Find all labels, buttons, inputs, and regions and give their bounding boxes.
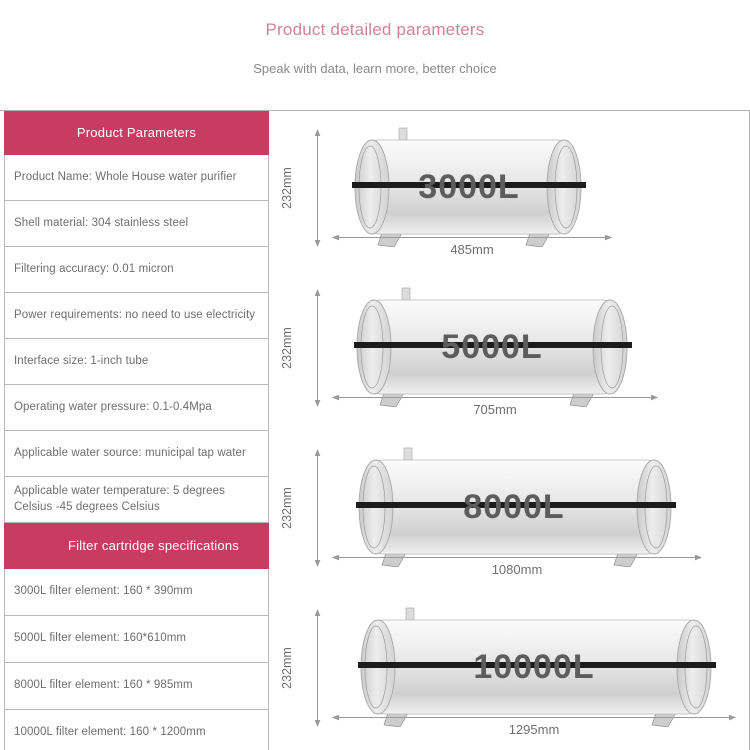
vertical-arrow-icon xyxy=(313,289,322,407)
product-diagram-8000l xyxy=(270,431,749,591)
cartridge-row-label: 8000L filter element: 160 * 985mm xyxy=(14,679,193,692)
length-dimension-label: 1080mm xyxy=(491,562,543,577)
page-header xyxy=(0,0,750,110)
cartridge-section-header xyxy=(4,523,269,569)
length-dimension-label: 485mm xyxy=(450,242,494,257)
spec-row xyxy=(4,477,269,523)
spec-row-label: Product Name: Whole House water purifier xyxy=(14,170,237,183)
horizontal-arrow-icon xyxy=(332,393,658,402)
product-diagram-5000l xyxy=(270,271,749,431)
capacity-label: 10000L xyxy=(473,648,595,686)
height-dimension-label: 232mm xyxy=(279,327,294,369)
spec-row-label: Applicable water temperature: 5 degrees Celsius -45 degrees Celsius xyxy=(14,484,226,513)
height-dimension xyxy=(276,289,330,407)
content-frame xyxy=(0,110,750,750)
horizontal-arrow-icon xyxy=(332,233,612,242)
page-subtitle: Speak with data, learn more, better choice xyxy=(253,61,497,76)
capacity-label: 3000L xyxy=(418,168,520,206)
vertical-arrow-icon xyxy=(313,609,322,727)
cartridge-section-header-label: Filter cartridge specifications xyxy=(68,537,239,553)
capacity-label: 8000L xyxy=(463,488,565,526)
spec-row xyxy=(4,155,269,201)
length-dimension-label: 705mm xyxy=(473,402,517,417)
spec-row xyxy=(4,339,269,385)
tank-graphic xyxy=(344,607,724,727)
cartridge-row xyxy=(4,569,269,616)
height-dimension-label: 232mm xyxy=(279,487,294,529)
spec-row xyxy=(4,385,269,431)
spec-row xyxy=(4,201,269,247)
cartridge-row-label: 5000L filter element: 160*610mm xyxy=(14,632,187,645)
height-dimension xyxy=(276,129,330,247)
height-dimension-label: 232mm xyxy=(279,647,294,689)
tank-illustration xyxy=(344,287,640,407)
length-dimension xyxy=(332,553,702,587)
spec-row xyxy=(4,431,269,477)
length-dimension xyxy=(332,393,658,427)
height-dimension-label: 232mm xyxy=(279,167,294,209)
cartridge-row xyxy=(4,663,269,710)
spec-table-header-label: Product Parameters xyxy=(76,124,197,140)
spec-row xyxy=(4,293,269,339)
spec-row-label: Power requirements: no need to use electricity xyxy=(14,308,256,321)
length-dimension-label: 1295mm xyxy=(508,722,560,737)
cartridge-row-label: 3000L filter element: 160 * 390mm xyxy=(14,585,193,598)
cartridge-row xyxy=(4,616,269,663)
tank-graphic xyxy=(344,447,684,567)
spec-row-label: Interface size: 1-inch tube xyxy=(14,354,149,367)
product-diagram-10000l xyxy=(270,591,749,750)
spec-row-label: Shell material: 304 stainless steel xyxy=(14,216,189,229)
spec-row-label: Filtering accuracy: 0.01 micron xyxy=(14,262,174,275)
vertical-arrow-icon xyxy=(313,449,322,567)
cartridge-row xyxy=(4,710,269,750)
spec-row-label: Operating water pressure: 0.1-0.4Mpa xyxy=(14,400,212,413)
horizontal-arrow-icon xyxy=(332,713,736,722)
horizontal-arrow-icon xyxy=(332,553,702,562)
length-dimension xyxy=(332,713,736,747)
spec-table xyxy=(4,111,269,750)
spec-table-header xyxy=(4,111,269,155)
cartridge-row-label: 10000L filter element: 160 * 1200mm xyxy=(14,726,206,739)
product-diagram-3000l xyxy=(270,111,749,271)
page-title: Product detailed parameters xyxy=(265,20,485,39)
vertical-arrow-icon xyxy=(313,129,322,247)
spec-row xyxy=(4,247,269,293)
tank-graphic xyxy=(344,287,640,407)
length-dimension xyxy=(332,233,612,267)
tank-graphic xyxy=(344,127,594,247)
tank-illustration xyxy=(344,607,724,727)
height-dimension xyxy=(276,609,330,727)
capacity-label: 5000L xyxy=(441,328,543,366)
spec-row-label: Applicable water source: municipal tap water xyxy=(14,446,246,459)
tank-illustration xyxy=(344,447,684,567)
tank-illustration xyxy=(344,127,594,247)
diagram-column xyxy=(270,111,749,750)
height-dimension xyxy=(276,449,330,567)
